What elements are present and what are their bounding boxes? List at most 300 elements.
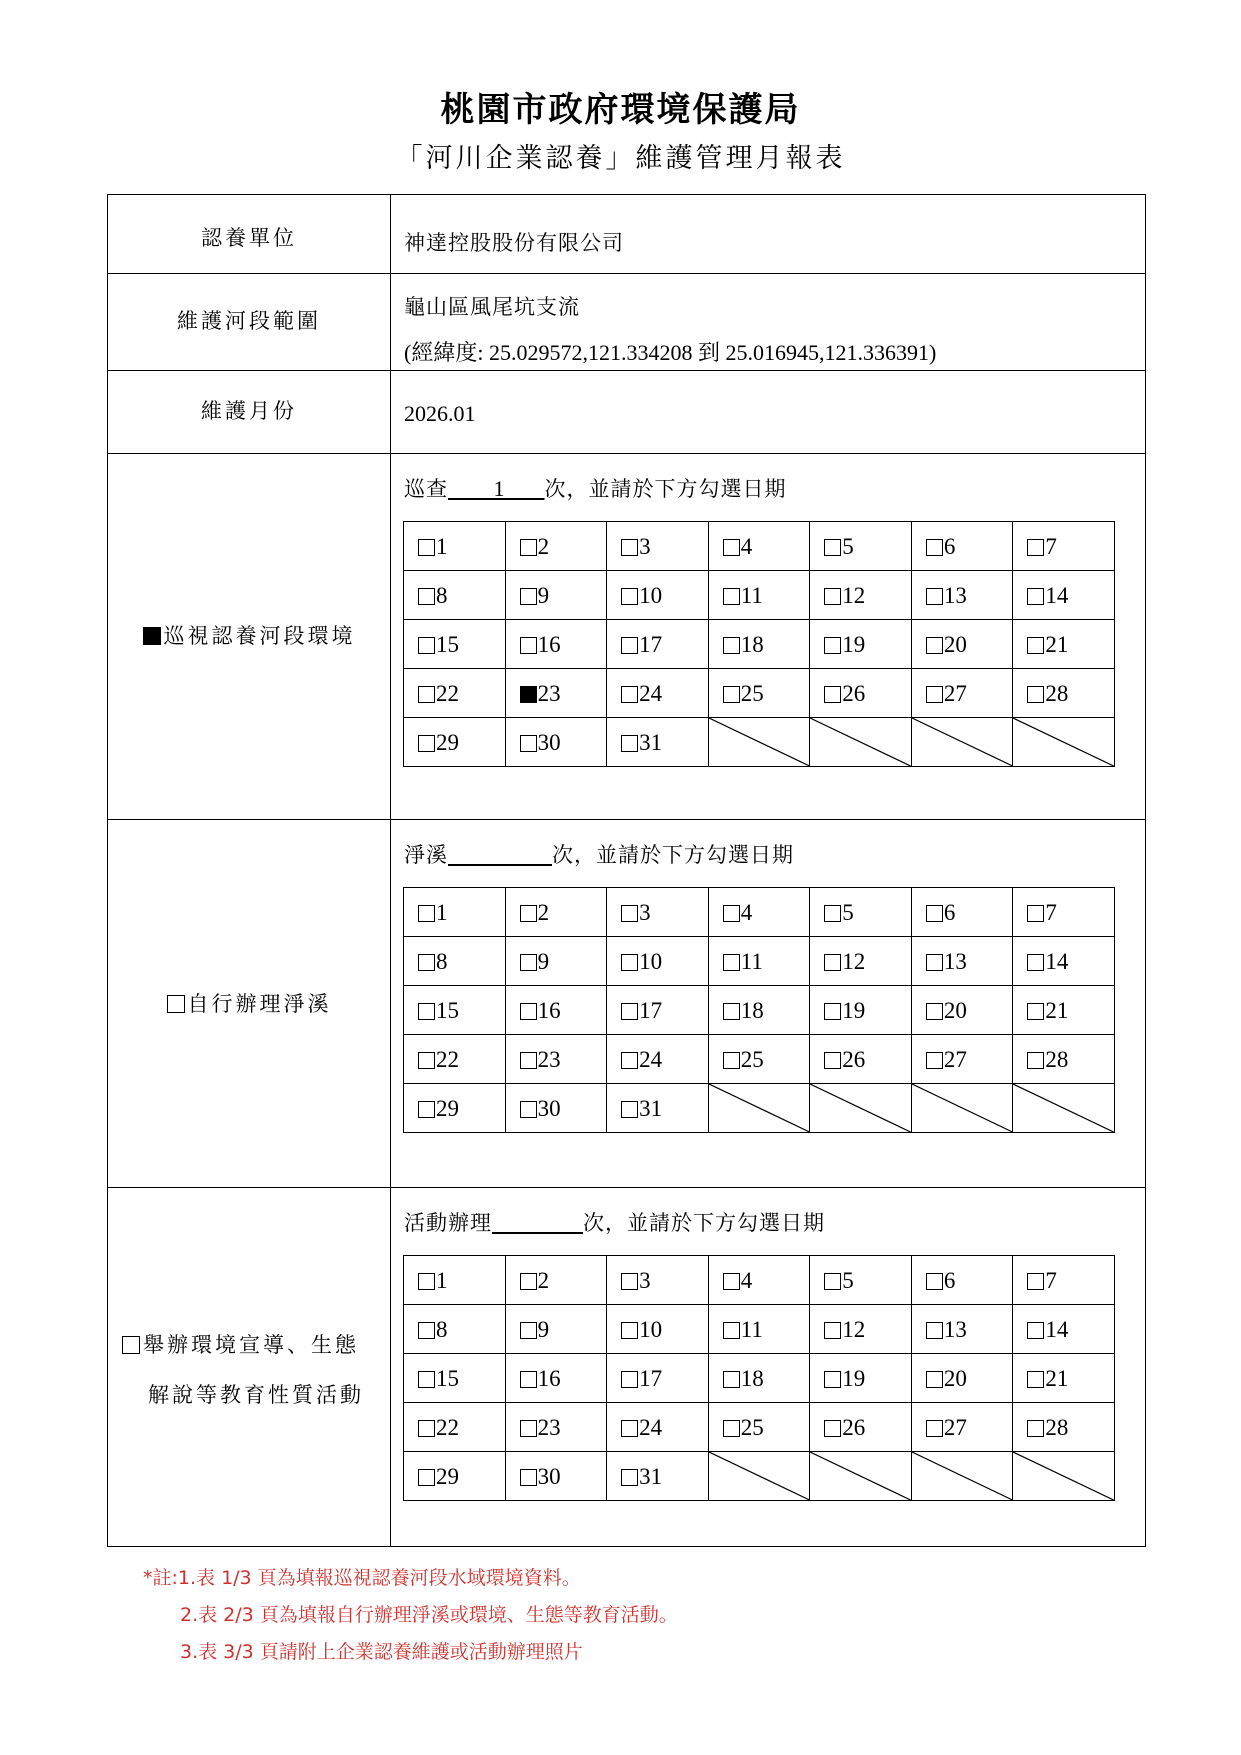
day-cell[interactable] [505,1403,607,1452]
empty-day-cell [911,1084,1013,1133]
day-cell[interactable] [607,1354,709,1403]
day-checkbox[interactable] [418,1052,435,1069]
day-option [520,632,561,658]
day-checkbox[interactable] [621,588,638,605]
day-checkbox[interactable] [926,588,943,605]
day-checkbox[interactable] [723,637,740,654]
day-checkbox[interactable] [723,1273,740,1290]
day-number: 26 [842,681,866,706]
day-checkbox[interactable] [926,686,943,703]
empty-day-cell [1013,1084,1115,1133]
day-cell[interactable] [404,1256,506,1305]
day-number: 8 [436,1317,448,1342]
day-checkbox[interactable] [926,637,943,654]
day-cell[interactable] [607,718,709,767]
day-checkbox[interactable] [621,1052,638,1069]
day-checkbox[interactable] [520,1371,537,1388]
day-checkbox[interactable] [418,1371,435,1388]
day-option [1027,1047,1068,1073]
page-title: 桃園市政府環境保護局 [440,90,801,130]
day-number: 18 [740,632,764,657]
adopter-value: 神達控股股份有限公司 [404,231,624,255]
day-option [418,1096,459,1122]
empty-day-cell [708,1084,810,1133]
day-checkbox[interactable] [926,954,943,971]
day-cell[interactable] [607,1305,709,1354]
day-option [520,1366,561,1392]
footnote: 2.表 2/3 頁為填報自行辦理淨溪或環境、生態等教育活動。 [180,1604,678,1626]
adopter-label: 認養單位 [201,226,297,250]
day-option [824,632,865,658]
row-divider [108,273,1145,274]
diagonal-strike [912,1084,1013,1132]
day-cell[interactable] [708,1354,810,1403]
day-number: 29 [436,1096,459,1121]
day-cell[interactable] [404,620,506,669]
day-checkbox[interactable] [926,1420,943,1437]
day-checkbox[interactable] [418,954,435,971]
day-checkbox[interactable] [418,1003,435,1020]
day-checkbox[interactable] [418,637,435,654]
day-cell[interactable] [911,1354,1013,1403]
day-number: 18 [740,998,764,1023]
day-cell[interactable] [810,522,912,571]
day-option [520,1268,550,1294]
day-checkbox[interactable] [723,1052,740,1069]
day-checkbox[interactable] [1027,1420,1044,1437]
day-cell[interactable] [708,888,810,937]
day-cell[interactable] [505,986,607,1035]
day-cell[interactable] [911,888,1013,937]
day-option [926,534,956,560]
day-cell[interactable] [911,1035,1013,1084]
day-checkbox[interactable] [418,539,435,556]
day-checkbox[interactable] [418,735,435,752]
day-checkbox[interactable] [926,1052,943,1069]
diagonal-strike [810,1084,911,1132]
day-cell[interactable] [708,620,810,669]
day-cell[interactable] [911,1403,1013,1452]
footnote: *註:1.表 1/3 頁為填報巡視認養河段水域環境資料。 [143,1567,581,1589]
day-cell[interactable] [404,1354,506,1403]
day-number: 9 [537,949,550,974]
day-number: 23 [537,1415,561,1440]
day-checkbox[interactable] [824,588,841,605]
section-value: 龜山區風尾坑支流 [404,295,580,319]
day-checkbox[interactable] [520,1101,537,1118]
day-cell[interactable] [708,937,810,986]
day-checkbox[interactable] [824,1003,841,1020]
day-cell[interactable] [1013,1305,1115,1354]
day-cell[interactable] [505,1354,607,1403]
day-cell[interactable] [810,620,912,669]
day-cell[interactable] [607,1035,709,1084]
day-checkbox[interactable] [723,1420,740,1437]
day-checkbox[interactable] [723,954,740,971]
day-checkbox[interactable] [1027,1052,1044,1069]
day-cell[interactable] [1013,937,1115,986]
day-option [824,1047,865,1073]
day-checkbox[interactable] [723,1322,740,1339]
day-checkbox[interactable] [418,686,435,703]
day-cell[interactable] [1013,669,1115,718]
day-checkbox[interactable] [520,735,537,752]
day-number: 2 [537,900,550,925]
day-checkbox[interactable] [418,1420,435,1437]
day-cell[interactable] [404,888,506,937]
day-number: 22 [436,1415,459,1440]
day-checkbox[interactable] [824,954,841,971]
day-checkbox[interactable] [926,1371,943,1388]
day-option [926,949,967,975]
day-cell[interactable] [810,1305,912,1354]
day-cell[interactable] [810,571,912,620]
day-checkbox[interactable] [621,1469,638,1486]
day-number: 30 [537,1464,561,1489]
day-checkbox[interactable] [1027,637,1044,654]
day-cell[interactable] [810,937,912,986]
day-option [621,632,662,658]
day-checkbox[interactable] [621,539,638,556]
day-cell[interactable] [505,1256,607,1305]
day-number: 13 [943,1317,967,1342]
day-checkbox[interactable] [1027,1371,1044,1388]
day-checkbox[interactable] [621,637,638,654]
day-cell[interactable] [1013,571,1115,620]
day-cell[interactable] [404,1305,506,1354]
grid-row [404,571,1115,620]
day-cell[interactable] [911,1256,1013,1305]
section-activity-checkbox[interactable] [122,1336,140,1354]
section-cleanup-label: 自行辦理淨溪 [108,979,390,1029]
day-option [824,583,865,609]
day-cell[interactable] [505,937,607,986]
day-number: 29 [436,730,459,755]
day-option [418,1268,448,1294]
page-subtitle: 「河川企業認養」維護管理月報表 [395,143,846,174]
day-cell[interactable] [1013,888,1115,937]
day-cell[interactable] [810,986,912,1035]
day-checkbox[interactable] [1027,588,1044,605]
day-cell[interactable] [404,718,506,767]
day-checkbox[interactable] [418,588,435,605]
day-cell[interactable] [1013,522,1115,571]
day-checkbox[interactable] [621,1420,638,1437]
day-checkbox[interactable] [520,588,537,605]
footnote: 3.表 3/3 頁請附上企業認養維護或活動辦理照片 [180,1641,583,1663]
day-cell[interactable] [607,986,709,1035]
section-patrol-checkbox[interactable] [143,627,161,645]
day-number: 5 [842,534,854,559]
day-checkbox[interactable] [1027,1273,1044,1290]
day-option [824,1268,854,1294]
day-number: 25 [740,1415,764,1440]
day-option [520,1047,561,1073]
day-checkbox[interactable] [723,1003,740,1020]
day-number: 1 [436,1268,448,1293]
section-cleanup-checkbox[interactable] [167,995,185,1013]
day-checkbox[interactable] [723,539,740,556]
day-checkbox[interactable] [926,1322,943,1339]
day-cell[interactable] [607,888,709,937]
day-option [621,1464,662,1490]
day-cell[interactable] [505,522,607,571]
day-cell[interactable] [607,669,709,718]
day-option [824,1366,865,1392]
day-cell[interactable] [911,571,1013,620]
day-checkbox[interactable] [1027,905,1044,922]
day-option [926,583,967,609]
day-checkbox[interactable] [621,1371,638,1388]
day-cell[interactable] [404,1403,506,1452]
day-option [926,1047,967,1073]
day-checkbox[interactable] [1027,1322,1044,1339]
day-checkbox[interactable] [621,1101,638,1118]
day-cell[interactable] [505,718,607,767]
day-checkbox[interactable] [418,1101,435,1118]
day-option [824,949,865,975]
day-checkbox[interactable] [621,1273,638,1290]
day-cell[interactable] [810,1256,912,1305]
day-number: 31 [639,730,663,755]
day-checkbox[interactable] [418,1469,435,1486]
day-checkbox[interactable] [1027,686,1044,703]
grid-row [404,1035,1115,1084]
day-checkbox[interactable] [520,1273,537,1290]
day-cell[interactable] [911,522,1013,571]
day-checkbox[interactable] [520,1420,537,1437]
day-number: 14 [1045,583,1069,608]
day-cell[interactable] [810,1035,912,1084]
day-cell[interactable] [505,571,607,620]
day-checkbox[interactable] [723,588,740,605]
day-option [926,1415,967,1441]
day-cell[interactable] [404,522,506,571]
day-cell[interactable] [607,1403,709,1452]
day-option [723,632,764,658]
day-checkbox[interactable] [723,905,740,922]
day-number: 23 [537,681,561,706]
day-number: 12 [842,949,866,974]
day-cell[interactable] [911,620,1013,669]
day-cell[interactable] [708,986,810,1035]
day-checkbox[interactable] [1027,1003,1044,1020]
section-activity-label: 舉辦環境宣導、生態 解說等教育性質活動 [108,1320,390,1420]
day-cell[interactable] [505,620,607,669]
day-checkbox[interactable] [520,637,537,654]
day-cell[interactable] [505,1035,607,1084]
day-checkbox[interactable] [520,905,537,922]
day-cell[interactable] [911,669,1013,718]
day-number: 21 [1045,998,1069,1023]
day-checkbox[interactable] [824,637,841,654]
day-cell[interactable] [708,571,810,620]
day-checkbox[interactable] [621,735,638,752]
section-cleanup-count: 淨溪 次，並請於下方勾選日期 [404,843,794,867]
day-checkbox[interactable] [520,686,537,703]
day-option [520,1415,561,1441]
column-divider [390,195,391,1546]
day-cell[interactable] [810,1403,912,1452]
diagonal-strike [1013,718,1114,766]
grid-row [404,718,1115,767]
day-checkbox[interactable] [418,1273,435,1290]
day-cell[interactable] [1013,1354,1115,1403]
day-cell[interactable] [505,1452,607,1501]
day-cell[interactable] [404,1084,506,1133]
day-number: 9 [537,1317,550,1342]
row-divider [108,819,1145,820]
day-cell[interactable] [505,1305,607,1354]
day-number: 15 [436,632,459,657]
day-number: 17 [639,632,663,657]
day-cell[interactable] [1013,986,1115,1035]
day-cell[interactable] [404,1035,506,1084]
day-cell[interactable] [505,1084,607,1133]
day-checkbox[interactable] [520,1003,537,1020]
day-number: 28 [1045,1415,1069,1440]
day-checkbox[interactable] [926,1003,943,1020]
day-cell[interactable] [1013,620,1115,669]
day-number: 7 [1045,900,1057,925]
day-option [418,730,459,756]
day-checkbox[interactable] [824,686,841,703]
day-number: 10 [639,949,663,974]
day-cell[interactable] [708,1256,810,1305]
day-cell[interactable] [505,888,607,937]
day-checkbox[interactable] [824,1052,841,1069]
day-number: 15 [436,998,459,1023]
day-cell[interactable] [607,522,709,571]
day-cell[interactable] [404,669,506,718]
day-cell[interactable] [708,1305,810,1354]
day-number: 9 [537,583,550,608]
day-cell[interactable] [607,571,709,620]
day-cell[interactable] [505,669,607,718]
day-number: 19 [842,632,866,657]
day-checkbox[interactable] [520,1469,537,1486]
day-checkbox[interactable] [520,954,537,971]
day-cell[interactable] [607,937,709,986]
day-checkbox[interactable] [824,905,841,922]
day-checkbox[interactable] [723,686,740,703]
day-cell[interactable] [708,1403,810,1452]
day-checkbox[interactable] [520,1052,537,1069]
day-checkbox[interactable] [418,1322,435,1339]
day-cell[interactable] [911,986,1013,1035]
day-option [1027,583,1068,609]
day-number: 28 [1045,1047,1069,1072]
grid-row [404,1354,1115,1403]
day-number: 21 [1045,632,1069,657]
day-number: 24 [639,1047,663,1072]
day-number: 17 [639,998,663,1023]
day-option [418,681,459,707]
day-number: 4 [740,1268,753,1293]
day-cell[interactable] [1013,1035,1115,1084]
day-cell[interactable] [1013,1403,1115,1452]
day-cell[interactable] [810,888,912,937]
day-checkbox[interactable] [1027,954,1044,971]
day-option [520,534,550,560]
diagonal-strike [709,1452,810,1500]
day-cell[interactable] [1013,1256,1115,1305]
day-checkbox[interactable] [824,1322,841,1339]
day-checkbox[interactable] [418,905,435,922]
day-option [1027,949,1068,975]
day-checkbox[interactable] [926,905,943,922]
day-checkbox[interactable] [621,686,638,703]
day-number: 19 [842,1366,866,1391]
day-cell[interactable] [404,986,506,1035]
empty-day-cell [810,1452,912,1501]
day-checkbox[interactable] [824,1420,841,1437]
day-cell[interactable] [607,1452,709,1501]
day-checkbox[interactable] [621,954,638,971]
day-checkbox[interactable] [1027,539,1044,556]
day-cell[interactable] [810,1354,912,1403]
day-cell[interactable] [708,522,810,571]
day-cell[interactable] [607,620,709,669]
report-form [107,194,1146,1547]
day-number: 3 [639,1268,651,1293]
day-checkbox[interactable] [723,1371,740,1388]
day-cell[interactable] [404,937,506,986]
day-option [723,1268,753,1294]
day-number: 28 [1045,681,1069,706]
day-number: 16 [537,1366,561,1391]
day-cell[interactable] [810,669,912,718]
day-option [926,1268,956,1294]
day-number: 20 [943,1366,967,1391]
day-number: 22 [436,681,459,706]
day-checkbox[interactable] [926,539,943,556]
day-option [621,534,651,560]
empty-day-cell [1013,1452,1115,1501]
day-cell[interactable] [607,1256,709,1305]
day-checkbox[interactable] [621,1322,638,1339]
day-option [418,1317,448,1343]
day-cell[interactable] [708,1035,810,1084]
day-checkbox[interactable] [824,539,841,556]
empty-day-cell [708,718,810,767]
day-option [520,900,550,926]
day-checkbox[interactable] [926,1273,943,1290]
day-cell[interactable] [607,1084,709,1133]
day-number: 16 [537,632,561,657]
day-option [418,998,459,1024]
grid-row [404,669,1115,718]
empty-day-cell [708,1452,810,1501]
day-checkbox[interactable] [621,905,638,922]
day-checkbox[interactable] [824,1371,841,1388]
day-cell[interactable] [404,1452,506,1501]
day-cell[interactable] [911,1305,1013,1354]
date-grid-patrol [403,521,1115,767]
day-option [1027,632,1068,658]
day-checkbox[interactable] [520,1322,537,1339]
day-option [418,900,448,926]
day-number: 30 [537,1096,561,1121]
day-cell[interactable] [911,937,1013,986]
day-checkbox[interactable] [520,539,537,556]
day-checkbox[interactable] [824,1273,841,1290]
day-checkbox[interactable] [621,1003,638,1020]
day-cell[interactable] [404,571,506,620]
day-number: 24 [639,1415,663,1440]
grid-row [404,1256,1115,1305]
day-cell[interactable] [708,669,810,718]
